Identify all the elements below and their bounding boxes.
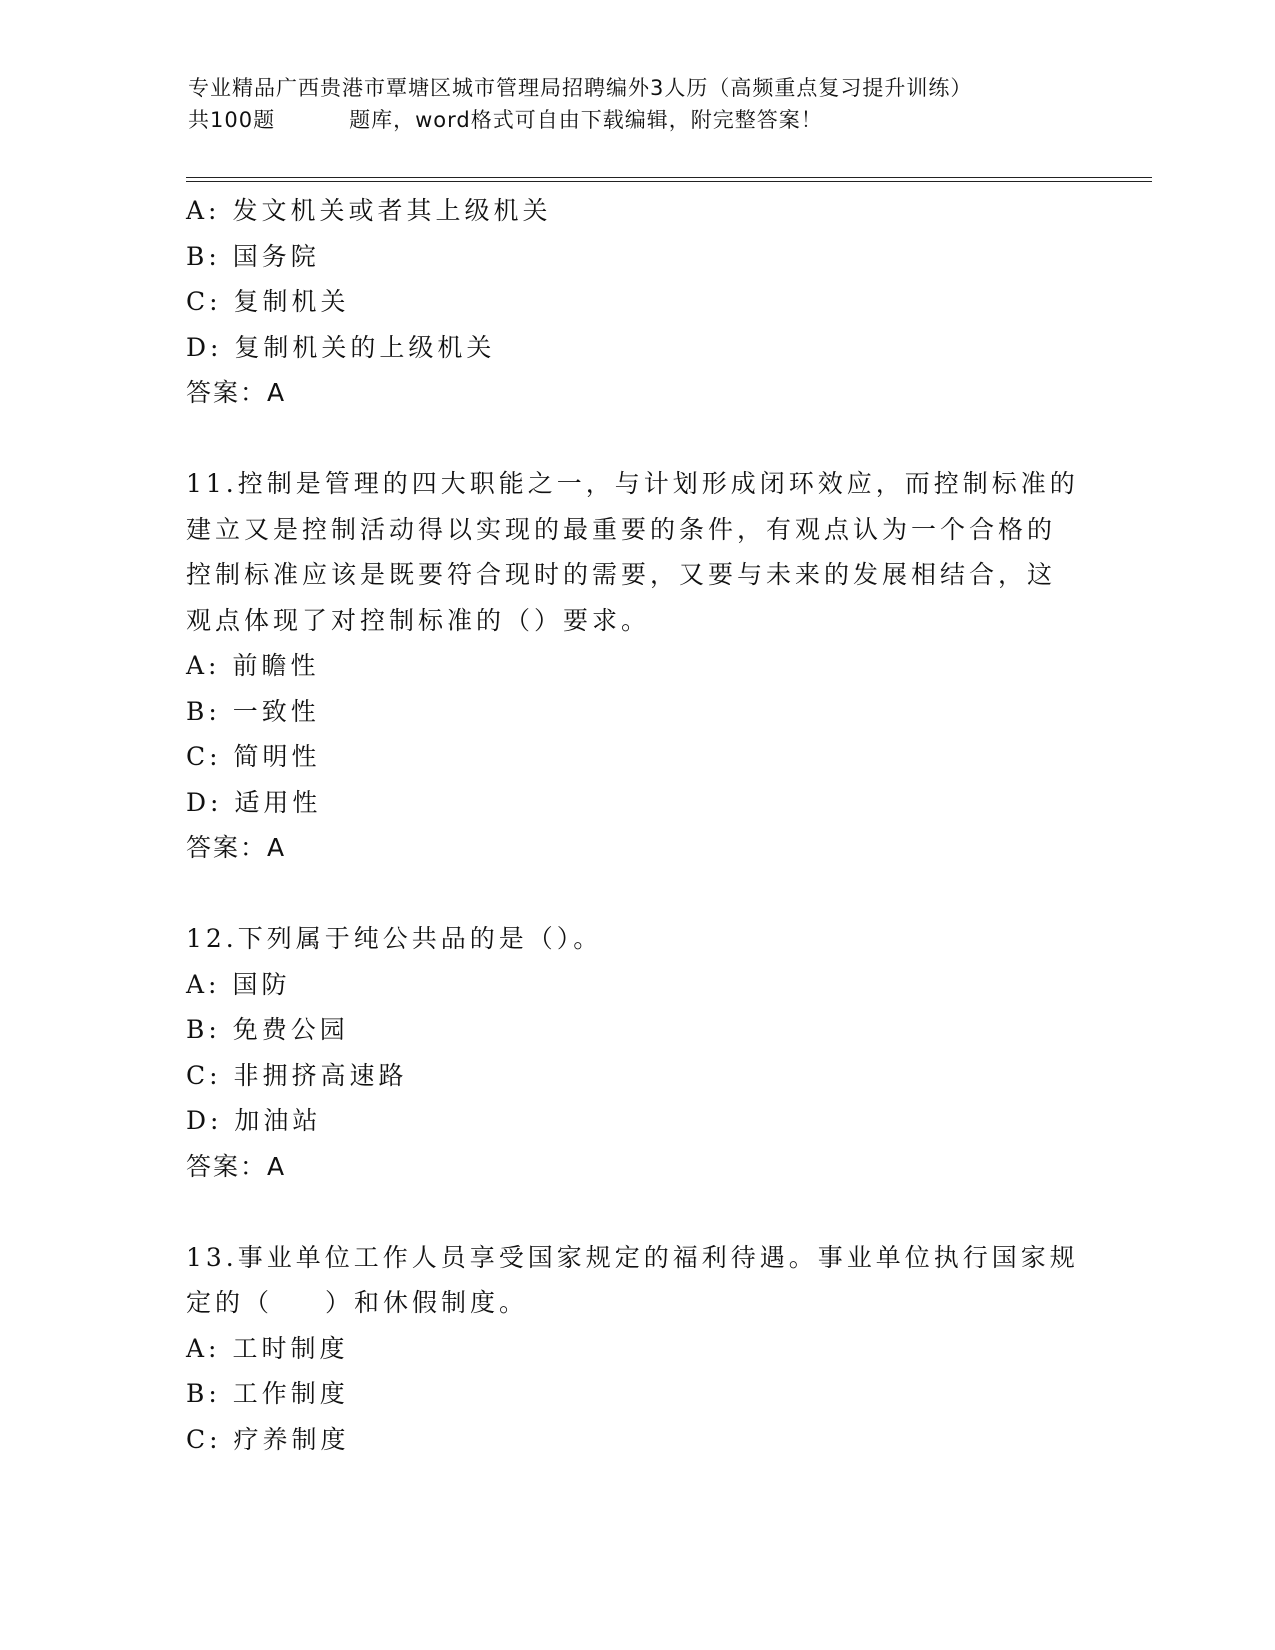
answer-line: 答案：A — [186, 1151, 287, 1181]
question-stem-line: 控制标准应该是既要符合现时的需要，又要与未来的发展相结合，这 — [186, 560, 1057, 589]
header-title-line: 专业精品广西贵港市覃塘区城市管理局招聘编外3人历（高频重点复习提升训练） — [188, 76, 973, 100]
option-d — [186, 1098, 1086, 1144]
option-a — [186, 188, 1086, 234]
stem-part: ）和休假制度。 — [325, 1288, 529, 1317]
header-divider-top — [186, 177, 1152, 178]
question-stem-line: 11.控制是管理的四大职能之一，与计划形成闭环效应，而控制标准的 — [186, 469, 1079, 498]
question-stem-line: 观点体现了对控制标准的（）要求。 — [186, 605, 651, 635]
option-key: A: — [186, 1333, 221, 1363]
option-text: 免费公园 — [232, 1015, 349, 1044]
question-stem-line: 建立又是控制活动得以实现的最重要的条件，有观点认为一个合格的 — [186, 514, 1057, 544]
option-key: A: — [186, 651, 221, 680]
option-text: 工时制度 — [232, 1333, 349, 1363]
option-key: B: — [186, 696, 221, 726]
option-key: C: — [186, 287, 222, 316]
option-c — [186, 1053, 1086, 1099]
question-12 — [186, 916, 1086, 1189]
header-divider-bottom — [186, 181, 1152, 182]
option-a — [186, 1326, 1086, 1372]
stem-part: 定的（ — [186, 1288, 274, 1317]
option-text: 工作制度 — [232, 1379, 349, 1408]
option-key: C: — [186, 742, 222, 771]
header-description: 题库，word格式可自由下载编辑，附完整答案！ — [349, 108, 823, 132]
question-stem-line: 13.事业单位工作人员享受国家规定的福利待遇。事业单位执行国家规 — [186, 1242, 1079, 1272]
option-c — [186, 734, 1086, 780]
option-text: 国防 — [232, 969, 291, 999]
option-text: 国务院 — [232, 241, 320, 271]
question-list — [186, 188, 1086, 1462]
option-text: 疗养制度 — [233, 1424, 350, 1454]
option-text: 一致性 — [232, 696, 320, 726]
option-text: 前瞻性 — [232, 651, 320, 680]
question-stem-line: 12.下列属于纯公共品的是（）。 — [186, 924, 603, 953]
option-d — [186, 325, 1086, 371]
option-text: 非拥挤高速路 — [233, 1060, 408, 1090]
option-b — [186, 689, 1086, 735]
question-11 — [186, 461, 1086, 871]
option-text: 复制机关的上级机关 — [234, 332, 496, 362]
option-text: 复制机关 — [233, 287, 350, 316]
option-key: D: — [186, 1106, 223, 1135]
option-c — [186, 1417, 1086, 1463]
answer-line: 答案：A — [186, 833, 287, 862]
option-b — [186, 234, 1086, 280]
header-count: 共100题 — [188, 108, 276, 132]
option-key: B: — [186, 1015, 221, 1044]
answer-line: 答案：A — [186, 378, 287, 407]
question-13 — [186, 1235, 1086, 1463]
option-text: 简明性 — [233, 742, 321, 771]
option-key: C: — [186, 1060, 222, 1090]
option-a — [186, 962, 1086, 1008]
question-prev — [186, 188, 1086, 416]
header-subtitle-line — [188, 104, 1088, 136]
document-header — [188, 72, 1088, 136]
option-d — [186, 780, 1086, 826]
option-c — [186, 279, 1086, 325]
option-b — [186, 1007, 1086, 1053]
option-b — [186, 1371, 1086, 1417]
option-text: 加油站 — [234, 1106, 322, 1135]
option-text: 发文机关或者其上级机关 — [232, 196, 552, 225]
option-key: C: — [186, 1424, 222, 1454]
option-key: D: — [186, 787, 223, 817]
option-text: 适用性 — [234, 787, 322, 817]
option-key: A: — [186, 196, 221, 225]
option-key: D: — [186, 332, 223, 362]
option-key: B: — [186, 1379, 221, 1408]
option-key: B: — [186, 241, 221, 271]
question-stem-line — [186, 1280, 1086, 1326]
option-key: A: — [186, 969, 221, 999]
option-a — [186, 643, 1086, 689]
